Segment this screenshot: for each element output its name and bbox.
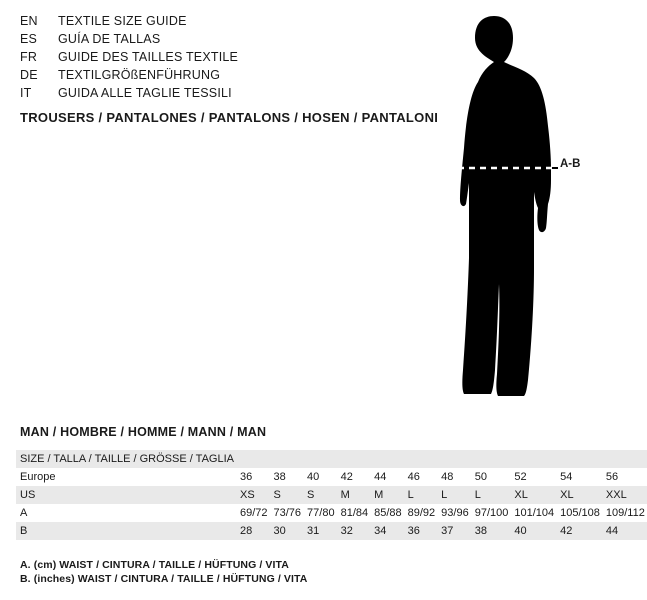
cell: 32 [337, 522, 371, 540]
cell: 44 [370, 468, 404, 486]
cell: 36 [404, 522, 438, 540]
cell: 44 [602, 522, 647, 540]
cell: 69/72 [236, 504, 270, 522]
cell: 38 [270, 468, 304, 486]
footnote-b: B. (inches) WAIST / CINTURA / TAILLE / HÜFTUNG / VITA [20, 573, 308, 585]
language-code: FR [20, 50, 38, 64]
table-row [16, 522, 647, 540]
cell: L [404, 486, 438, 504]
row-label: SIZE / TALLA / TAILLE / GRÖSSE / TAGLIA [16, 450, 236, 468]
cell: 38 [471, 522, 511, 540]
cell: 46 [404, 468, 438, 486]
cell: 101/104 [510, 504, 556, 522]
language-title-list [20, 14, 420, 104]
list-item [20, 32, 420, 50]
table-row [16, 504, 647, 522]
language-title: GUIDE DES TAILLES TEXTILE [58, 50, 239, 64]
footnote-a: A. (cm) WAIST / CINTURA / TAILLE / HÜFTUNG / VITA [20, 559, 289, 571]
language-code: IT [20, 86, 32, 100]
cell: 54 [556, 468, 602, 486]
table-row [16, 486, 647, 504]
cell: 42 [337, 468, 371, 486]
cell: 52 [510, 468, 556, 486]
cell [404, 450, 438, 468]
cell: 97/100 [471, 504, 511, 522]
cell: 81/84 [337, 504, 371, 522]
cell: XL [556, 486, 602, 504]
list-item [20, 14, 420, 32]
table-title: MAN / HOMBRE / HOMME / MANN / MAN [20, 425, 267, 439]
list-item [20, 68, 420, 86]
language-code: EN [20, 14, 38, 28]
row-label: US [16, 486, 236, 504]
language-title: GUIDA ALLE TAGLIE TESSILI [58, 86, 232, 100]
cell: 31 [303, 522, 337, 540]
cell: 85/88 [370, 504, 404, 522]
cell: XL [510, 486, 556, 504]
table-row [16, 450, 647, 468]
cell: 77/80 [303, 504, 337, 522]
cell [510, 450, 556, 468]
page-title: TROUSERS / PANTALONES / PANTALONS / HOSEN / PANTALONI [20, 110, 439, 125]
table-row [16, 468, 647, 486]
row-label: A [16, 504, 236, 522]
cell: 40 [510, 522, 556, 540]
cell: 30 [270, 522, 304, 540]
cell: 34 [370, 522, 404, 540]
cell [556, 450, 602, 468]
cell: 105/108 [556, 504, 602, 522]
language-title: TEXTILE SIZE GUIDE [58, 14, 187, 28]
size-table [16, 450, 647, 540]
cell: 40 [303, 468, 337, 486]
cell [602, 450, 647, 468]
cell: 42 [556, 522, 602, 540]
cell: M [370, 486, 404, 504]
cell: XS [236, 486, 270, 504]
cell [437, 450, 471, 468]
row-label: Europe [16, 468, 236, 486]
cell: S [270, 486, 304, 504]
cell: M [337, 486, 371, 504]
cell: L [471, 486, 511, 504]
cell: L [437, 486, 471, 504]
cell: 56 [602, 468, 647, 486]
cell: S [303, 486, 337, 504]
cell: 50 [471, 468, 511, 486]
footnotes [20, 558, 307, 586]
cell: 73/76 [270, 504, 304, 522]
language-title: GUÍA DE TALLAS [58, 32, 161, 46]
list-item [20, 86, 420, 104]
language-code: ES [20, 32, 38, 46]
row-label: B [16, 522, 236, 540]
cell: 37 [437, 522, 471, 540]
figure-illustration [400, 8, 600, 408]
cell [471, 450, 511, 468]
cell [337, 450, 371, 468]
language-code: DE [20, 68, 38, 82]
cell: XXL [602, 486, 647, 504]
cell [370, 450, 404, 468]
cell [236, 450, 270, 468]
language-title: TEXTILGRÖßENFÜHRUNG [58, 68, 221, 82]
cell: 89/92 [404, 504, 438, 522]
cell: 28 [236, 522, 270, 540]
cell [303, 450, 337, 468]
cell [270, 450, 304, 468]
cell: 36 [236, 468, 270, 486]
cell: 93/96 [437, 504, 471, 522]
cell: 48 [437, 468, 471, 486]
list-item [20, 50, 420, 68]
cell: 109/112 [602, 504, 647, 522]
man-silhouette-icon [400, 8, 600, 408]
measure-label-ab: A-B [560, 158, 581, 170]
